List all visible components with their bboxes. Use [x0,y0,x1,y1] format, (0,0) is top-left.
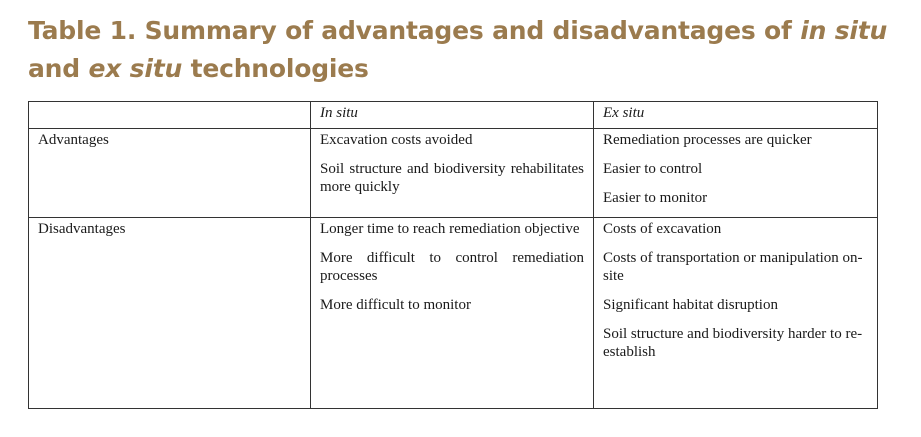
table-caption [28,12,908,88]
caption-term-in-situ: in situ [800,16,888,45]
caption-suffix: technologies [182,54,369,83]
list-item: Soil structure and biodiversity rehabilitates more quickly [320,161,584,196]
list-item: Longer time to reach remediation objective [320,220,580,237]
header-empty-cell [29,102,311,129]
list-item: Easier to control [603,161,703,178]
table-row-disadvantages [29,217,878,408]
list-item: More difficult to monitor [320,296,471,313]
list-item: Remediation processes are quicker [603,132,812,149]
list-item: More difficult to control remediation processes [320,249,584,284]
list-item: Significant habitat disruption [603,296,778,313]
disadvantages-in-situ-cell [311,217,594,408]
table-header-row [29,102,878,129]
caption-prefix: Table 1. Summary of advantages and disadvantages of [28,16,801,45]
row-label-disadvantages: Disadvantages [29,217,311,408]
list-item: Easier to monitor [603,190,708,207]
caption-middle: and [28,54,89,83]
summary-table [28,101,878,409]
table-row-advantages [29,129,878,218]
list-item: Costs of transportation or manipulation on-site [603,249,863,284]
header-in-situ: In situ [311,102,594,129]
advantages-in-situ-cell [311,129,594,218]
list-item: Costs of excavation [603,220,722,237]
advantages-ex-situ-cell [594,129,878,218]
disadvantages-ex-situ-cell [594,217,878,408]
row-label-advantages: Advantages [29,129,311,218]
list-item: Excavation costs avoided [320,132,473,149]
header-ex-situ: Ex situ [594,102,878,129]
caption-term-ex-situ: ex situ [88,54,183,83]
list-item: Soil structure and biodiversity harder to re-establish [603,325,863,360]
